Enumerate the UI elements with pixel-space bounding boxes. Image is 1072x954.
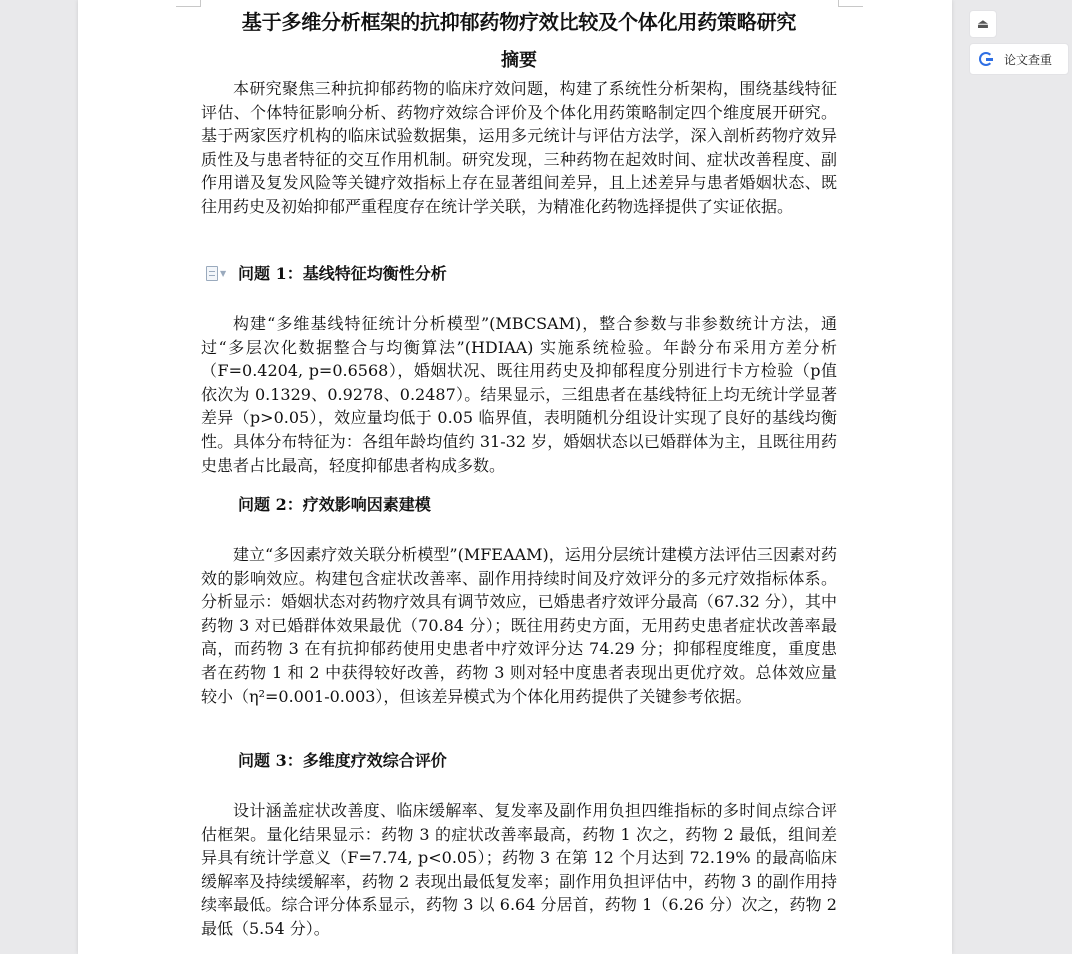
plagiarism-check-label: 论文查重: [1004, 52, 1053, 67]
plagiarism-check-button[interactable]: [969, 43, 1069, 75]
abstract-heading: 摘要: [501, 50, 537, 71]
check-logo-icon: [978, 51, 994, 67]
paragraph-menu[interactable]: [206, 266, 236, 286]
section-body-3: 设计涵盖症状改善度、临床缓解率、复发率及副作用负担四维指标的多时间点综合评估框架。量化结果显示：药物 3 的症状改善率最高，药物 1 次之，药物 2 最低，组间差异具有统计学意义（F=7.74, p<0.05）；药物 3 在第 12 个月达到 72.19% 的最高临床缓解率及持续缓解率，药物 2 表现出最低复发率；副作用负担评估中，药物 3 的副作用持续率最低。综合评分体系显示，药物 3 以 6.64 分居首，药物 1（6.26 分）次之，药物 2 最低（5.54 分）。: [201, 801, 837, 938]
eject-icon: ⏏: [976, 16, 990, 32]
section-heading-2: 问题 2：疗效影响因素建模: [238, 495, 431, 514]
document-page: [78, 0, 952, 954]
section-body-2: 建立“多因素疗效关联分析模型”(MFEAAM)，运用分层统计建模方法评估三因素对药效的影响效应。构建包含症状改善率、副作用持续时间及疗效评分的多元疗效指标体系。分析显示：婚姻状态对药物疗效具有调节效应，已婚患者疗效评分最高（67.32 分），其中药物 3 对已婚群体效果最优（70.84 分）；既往用药史方面，无用药史患者症状改善率最高，而药物 3 在有抗抑郁药使用史患者中疗效评分达 74.29 分；抑郁程度维度，重度患者在药物 1 和 2 中获得较好改善，药物 3 则对轻中度患者表现出更优疗效。总体效应量较小（η²=0.001-0.003），但该差异模式为个体化用药提供了关键参考依据。: [201, 545, 837, 706]
section-body-1: 构建“多维基线特征统计分析模型”(MBCSAM)，整合参数与非参数统计方法，通过“多层次化数据整合与均衡算法”(HDIAA) 实施系统检验。年龄分布采用方差分析（F=0.4204, p=0.6568），婚姻状况、既往用药史及抑郁程度分别进行卡方检验（p值依次为 0.1329、0.9278、0.2487）。结果显示，三组患者在基线特征上均无统计学显著差异（p>0.05），效应量均低于 0.05 临界值，表明随机分组设计实现了良好的基线均衡性。具体分布特征为：各组年龄均值约 31-32 岁，婚姻状态以已婚群体为主，且既往用药史患者占比最高，轻度抑郁患者构成多数。: [201, 314, 837, 475]
abstract-paragraph: 本研究聚焦三种抗抑郁药物的临床疗效问题，构建了系统性分析架构，围绕基线特征评估、个体特征影响分析、药物疗效综合评价及个体化用药策略制定四个维度展开研究。基于两家医疗机构的临床试验数据集，运用多元统计与评估方法学，深入剖析药物疗效异质性及与患者特征的交互作用机制。研究发现，三种药物在起效时间、症状改善程度、副作用谱及复发风险等关键疗效指标上存在显著组间差异，且上述差异与患者婚姻状态、既往用药史及初始抑郁严重程度存在统计学关联，为精准化药物选择提供了实证依据。: [201, 79, 837, 216]
section-heading-1: 问题 1：基线特征均衡性分析: [238, 264, 447, 283]
document-icon: [206, 266, 218, 281]
document-title: 基于多维分析框架的抗抑郁药物疗效比较及个体化用药策略研究: [241, 10, 797, 34]
collapse-button[interactable]: [969, 10, 997, 38]
section-heading-3: 问题 3：多维度疗效综合评价: [238, 751, 447, 770]
caret-down-icon: ▼: [220, 269, 227, 278]
